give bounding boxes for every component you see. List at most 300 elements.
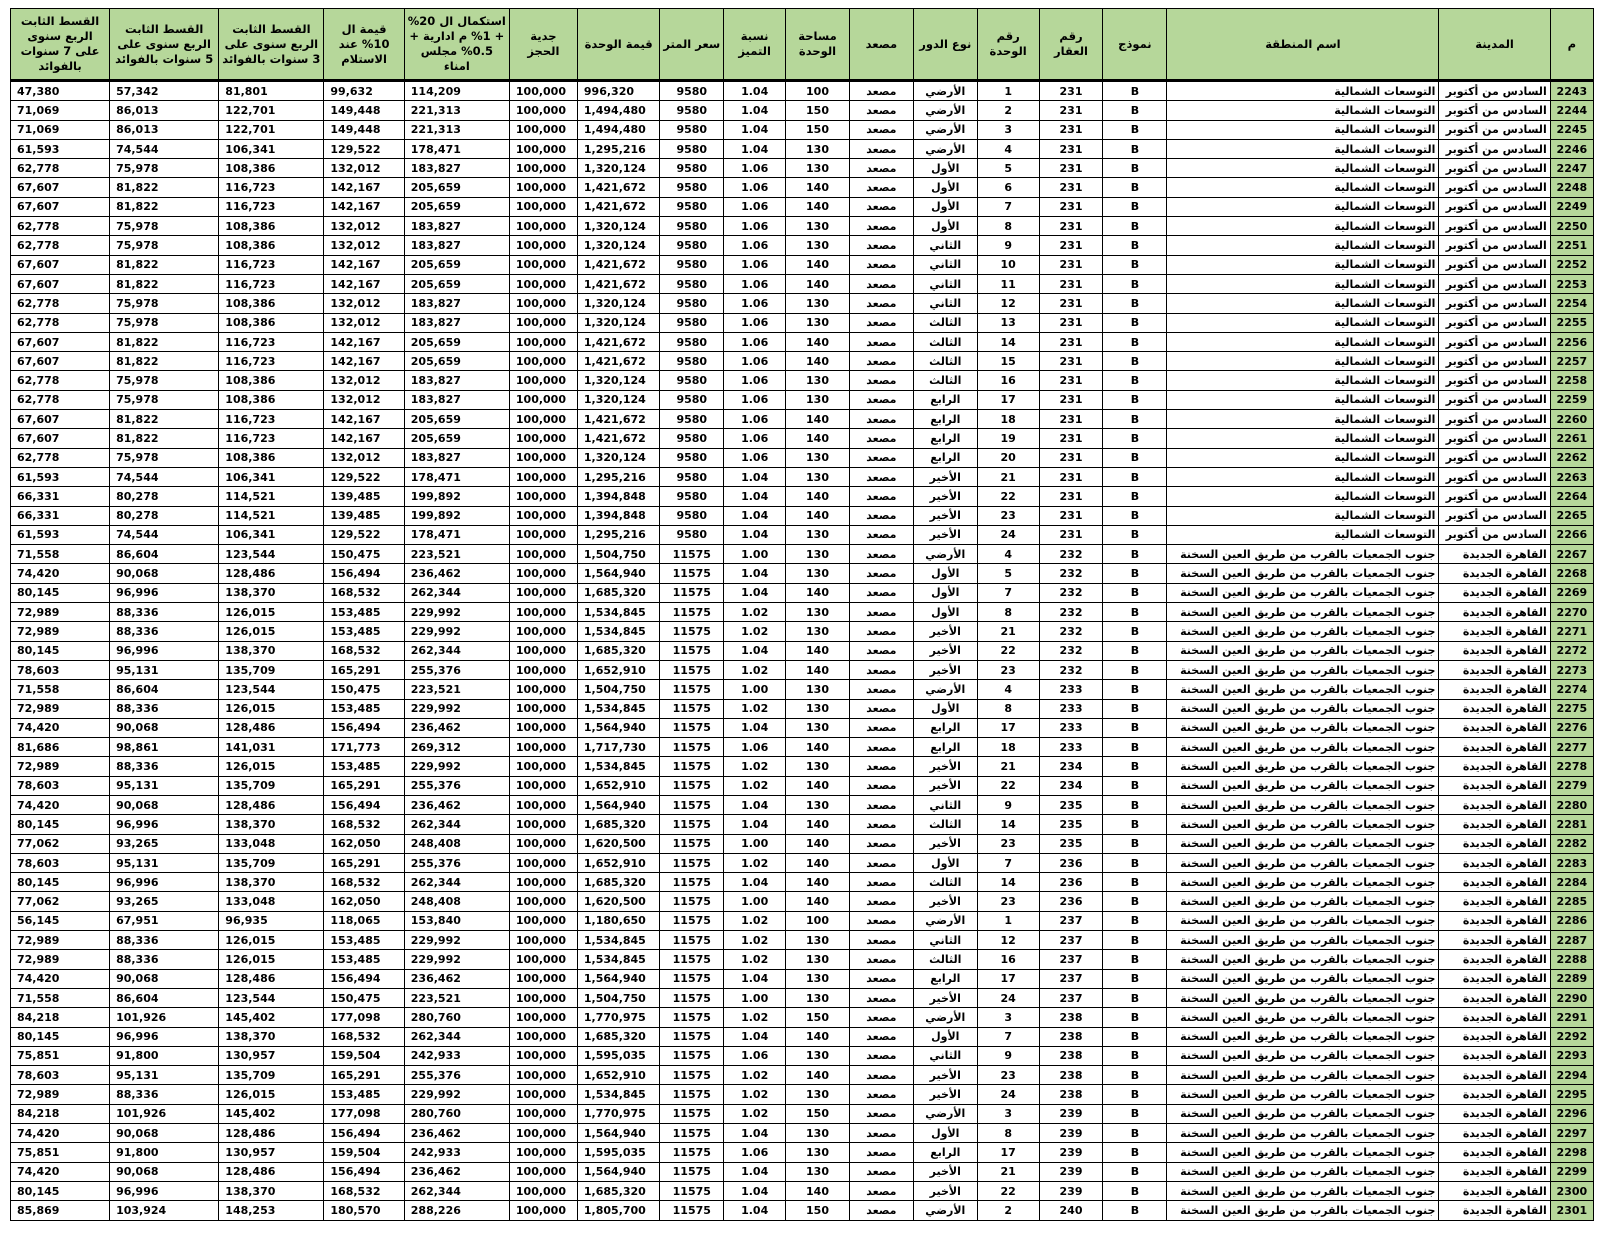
cell-handover: 177,098 (324, 1104, 404, 1123)
cell-floor: الثالث (913, 352, 977, 371)
cell-city: السادس من أكتوبر (1439, 525, 1550, 544)
cell-inst5: 86,604 (110, 680, 219, 699)
cell-model: B (1103, 718, 1167, 737)
cell-inst3: 116,723 (219, 197, 324, 216)
cell-elevator: مصعد (849, 159, 913, 178)
cell-zone: التوسعات الشمالية (1167, 178, 1439, 197)
cell-model: B (1103, 834, 1167, 853)
cell-meter-price: 9580 (660, 217, 724, 236)
cell-building: 235 (1039, 815, 1103, 834)
table-row (11, 738, 1594, 757)
cell-elevator: مصعد (849, 950, 913, 969)
cell-area: 140 (786, 1027, 850, 1046)
cell-inst3: 130,957 (219, 1046, 324, 1065)
cell-booking: 100,000 (509, 525, 577, 544)
cell-booking: 100,000 (509, 1104, 577, 1123)
cell-inst5: 96,996 (110, 1027, 219, 1046)
cell-area: 130 (786, 159, 850, 178)
cell-elevator: مصعد (849, 1124, 913, 1143)
table-row (11, 873, 1594, 892)
cell-completion: 205,659 (404, 255, 509, 274)
cell-inst7: 62,778 (11, 448, 110, 467)
cell-zone: جنوب الجمعيات بالقرب من طريق العين السخنة (1167, 776, 1439, 795)
cell-city: السادس من أكتوبر (1439, 101, 1550, 120)
cell-m: 2264 (1550, 487, 1593, 506)
cell-handover: 132,012 (324, 390, 404, 409)
cell-booking: 100,000 (509, 545, 577, 564)
cell-zone: جنوب الجمعيات بالقرب من طريق العين السخنة (1167, 1143, 1439, 1162)
cell-area: 130 (786, 931, 850, 950)
col-header-premium: نسبة التميز (724, 9, 786, 81)
table-row (11, 159, 1594, 178)
table-row (11, 448, 1594, 467)
cell-building: 237 (1039, 911, 1103, 930)
cell-completion: 269,312 (404, 738, 509, 757)
cell-premium: 1.04 (724, 525, 786, 544)
cell-building: 231 (1039, 352, 1103, 371)
cell-premium: 1.06 (724, 197, 786, 216)
cell-unit-no: 4 (977, 139, 1039, 158)
cell-inst5: 101,926 (110, 1008, 219, 1027)
cell-unit-value: 1,685,320 (577, 873, 659, 892)
table-row (11, 487, 1594, 506)
cell-unit-value: 1,770,975 (577, 1008, 659, 1027)
cell-inst7: 80,145 (11, 641, 110, 660)
cell-city: السادس من أكتوبر (1439, 159, 1550, 178)
cell-model: B (1103, 506, 1167, 525)
cell-meter-price: 9580 (660, 294, 724, 313)
cell-completion: 236,462 (404, 969, 509, 988)
cell-building: 232 (1039, 583, 1103, 602)
cell-zone: التوسعات الشمالية (1167, 255, 1439, 274)
cell-city: السادس من أكتوبر (1439, 294, 1550, 313)
col-header-inst5: القسط الثابت الربع سنوى على 5 سنوات بالفوائد (110, 9, 219, 81)
cell-inst3: 108,386 (219, 390, 324, 409)
cell-m: 2301 (1550, 1201, 1593, 1220)
cell-inst5: 80,278 (110, 487, 219, 506)
cell-city: القاهرة الجديدة (1439, 1181, 1550, 1200)
cell-unit-no: 5 (977, 564, 1039, 583)
cell-booking: 100,000 (509, 1085, 577, 1104)
cell-booking: 100,000 (509, 738, 577, 757)
cell-area: 130 (786, 467, 850, 486)
cell-booking: 100,000 (509, 892, 577, 911)
cell-unit-no: 22 (977, 1181, 1039, 1200)
cell-premium: 1.04 (724, 81, 786, 101)
cell-elevator: مصعد (849, 969, 913, 988)
cell-zone: جنوب الجمعيات بالقرب من طريق العين السخنة (1167, 969, 1439, 988)
cell-handover: 118,065 (324, 911, 404, 930)
cell-area: 140 (786, 641, 850, 660)
table-row (11, 853, 1594, 872)
cell-m: 2258 (1550, 371, 1593, 390)
cell-model: B (1103, 313, 1167, 332)
cell-m: 2277 (1550, 738, 1593, 757)
cell-elevator: مصعد (849, 506, 913, 525)
cell-inst3: 126,015 (219, 931, 324, 950)
cell-floor: الرابع (913, 738, 977, 757)
cell-completion: 183,827 (404, 390, 509, 409)
cell-inst5: 90,068 (110, 1162, 219, 1181)
cell-city: القاهرة الجديدة (1439, 1066, 1550, 1085)
cell-completion: 183,827 (404, 313, 509, 332)
cell-elevator: مصعد (849, 911, 913, 930)
cell-unit-no: 16 (977, 371, 1039, 390)
cell-zone: جنوب الجمعيات بالقرب من طريق العين السخنة (1167, 815, 1439, 834)
cell-model: B (1103, 776, 1167, 795)
cell-model: B (1103, 525, 1167, 544)
cell-m: 2289 (1550, 969, 1593, 988)
cell-unit-no: 21 (977, 622, 1039, 641)
cell-model: B (1103, 1027, 1167, 1046)
cell-building: 231 (1039, 101, 1103, 120)
cell-elevator: مصعد (849, 1066, 913, 1085)
cell-unit-value: 1,320,124 (577, 371, 659, 390)
cell-m: 2294 (1550, 1066, 1593, 1085)
cell-elevator: مصعد (849, 718, 913, 737)
cell-premium: 1.00 (724, 892, 786, 911)
cell-premium: 1.06 (724, 1143, 786, 1162)
cell-inst5: 93,265 (110, 892, 219, 911)
cell-inst3: 138,370 (219, 583, 324, 602)
cell-area: 130 (786, 294, 850, 313)
cell-unit-value: 1,685,320 (577, 1181, 659, 1200)
cell-premium: 1.04 (724, 139, 786, 158)
cell-inst5: 88,336 (110, 622, 219, 641)
cell-handover: 165,291 (324, 660, 404, 679)
cell-floor: الأول (913, 197, 977, 216)
cell-handover: 156,494 (324, 795, 404, 814)
cell-inst7: 84,218 (11, 1104, 110, 1123)
cell-inst5: 75,978 (110, 294, 219, 313)
cell-m: 2286 (1550, 911, 1593, 930)
cell-meter-price: 11575 (660, 1008, 724, 1027)
cell-meter-price: 9580 (660, 332, 724, 351)
cell-zone: جنوب الجمعيات بالقرب من طريق العين السخنة (1167, 564, 1439, 583)
cell-booking: 100,000 (509, 1124, 577, 1143)
cell-building: 233 (1039, 699, 1103, 718)
cell-model: B (1103, 1008, 1167, 1027)
cell-elevator: مصعد (849, 853, 913, 872)
table-row (11, 1201, 1594, 1220)
cell-inst5: 75,978 (110, 236, 219, 255)
cell-inst5: 86,013 (110, 101, 219, 120)
cell-meter-price: 9580 (660, 255, 724, 274)
cell-inst5: 96,996 (110, 641, 219, 660)
cell-floor: الأول (913, 178, 977, 197)
cell-inst5: 88,336 (110, 757, 219, 776)
cell-handover: 156,494 (324, 718, 404, 737)
cell-m: 2265 (1550, 506, 1593, 525)
cell-inst5: 75,978 (110, 390, 219, 409)
cell-inst7: 74,420 (11, 969, 110, 988)
col-header-inst3: القسط الثابت الربع سنوى على 3 سنوات بالفوائد (219, 9, 324, 81)
cell-premium: 1.02 (724, 603, 786, 622)
cell-inst5: 96,996 (110, 1181, 219, 1200)
cell-premium: 1.02 (724, 1066, 786, 1085)
cell-handover: 99,632 (324, 81, 404, 101)
cell-completion: 262,344 (404, 1027, 509, 1046)
cell-inst3: 116,723 (219, 410, 324, 429)
cell-inst5: 88,336 (110, 699, 219, 718)
cell-premium: 1.06 (724, 178, 786, 197)
cell-inst3: 108,386 (219, 313, 324, 332)
cell-inst5: 90,068 (110, 1124, 219, 1143)
cell-elevator: مصعد (849, 1008, 913, 1027)
col-header-unit-no: رقم الوحدة (977, 9, 1039, 81)
cell-inst7: 72,989 (11, 603, 110, 622)
cell-inst5: 96,996 (110, 873, 219, 892)
cell-zone: جنوب الجمعيات بالقرب من طريق العين السخنة (1167, 1046, 1439, 1065)
cell-booking: 100,000 (509, 120, 577, 139)
cell-completion: 288,226 (404, 1201, 509, 1220)
cell-zone: جنوب الجمعيات بالقرب من طريق العين السخنة (1167, 931, 1439, 950)
cell-premium: 1.02 (724, 776, 786, 795)
cell-handover: 150,475 (324, 545, 404, 564)
cell-elevator: مصعد (849, 776, 913, 795)
cell-inst3: 133,048 (219, 834, 324, 853)
cell-area: 140 (786, 197, 850, 216)
cell-city: القاهرة الجديدة (1439, 931, 1550, 950)
cell-inst5: 88,336 (110, 950, 219, 969)
cell-elevator: مصعد (849, 873, 913, 892)
cell-m: 2267 (1550, 545, 1593, 564)
cell-city: القاهرة الجديدة (1439, 834, 1550, 853)
cell-model: B (1103, 236, 1167, 255)
cell-inst3: 116,723 (219, 255, 324, 274)
cell-city: القاهرة الجديدة (1439, 1008, 1550, 1027)
table-row (11, 969, 1594, 988)
cell-handover: 153,485 (324, 603, 404, 622)
cell-meter-price: 9580 (660, 81, 724, 101)
cell-inst3: 106,341 (219, 525, 324, 544)
cell-inst3: 108,386 (219, 217, 324, 236)
cell-city: السادس من أكتوبر (1439, 352, 1550, 371)
cell-city: السادس من أكتوبر (1439, 371, 1550, 390)
cell-handover: 150,475 (324, 680, 404, 699)
cell-city: السادس من أكتوبر (1439, 313, 1550, 332)
cell-booking: 100,000 (509, 873, 577, 892)
cell-zone: التوسعات الشمالية (1167, 429, 1439, 448)
cell-inst3: 138,370 (219, 641, 324, 660)
col-header-completion: استكمال ال 20% + 1% م ادارية + 0.5% مجلس امناء (404, 9, 509, 81)
cell-building: 239 (1039, 1143, 1103, 1162)
cell-area: 130 (786, 795, 850, 814)
cell-inst7: 74,420 (11, 718, 110, 737)
cell-building: 231 (1039, 81, 1103, 101)
cell-elevator: مصعد (849, 313, 913, 332)
cell-city: السادس من أكتوبر (1439, 410, 1550, 429)
cell-unit-no: 2 (977, 101, 1039, 120)
cell-inst7: 61,593 (11, 525, 110, 544)
cell-model: B (1103, 660, 1167, 679)
table-row (11, 718, 1594, 737)
cell-inst3: 126,015 (219, 757, 324, 776)
cell-zone: التوسعات الشمالية (1167, 506, 1439, 525)
table-row (11, 101, 1594, 120)
cell-area: 140 (786, 1181, 850, 1200)
cell-inst5: 88,336 (110, 931, 219, 950)
cell-unit-value: 1,295,216 (577, 467, 659, 486)
cell-building: 232 (1039, 660, 1103, 679)
cell-zone: جنوب الجمعيات بالقرب من طريق العين السخنة (1167, 680, 1439, 699)
cell-inst5: 75,978 (110, 371, 219, 390)
cell-elevator: مصعد (849, 931, 913, 950)
table-row (11, 931, 1594, 950)
cell-meter-price: 9580 (660, 139, 724, 158)
cell-completion: 229,992 (404, 622, 509, 641)
cell-completion: 183,827 (404, 236, 509, 255)
cell-premium: 1.04 (724, 873, 786, 892)
table-row (11, 603, 1594, 622)
cell-inst7: 75,851 (11, 1143, 110, 1162)
cell-meter-price: 11575 (660, 795, 724, 814)
cell-inst7: 78,603 (11, 776, 110, 795)
cell-booking: 100,000 (509, 699, 577, 718)
cell-zone: جنوب الجمعيات بالقرب من طريق العين السخنة (1167, 1104, 1439, 1123)
cell-floor: الأرضي (913, 101, 977, 120)
cell-completion: 236,462 (404, 1124, 509, 1143)
cell-inst7: 72,989 (11, 950, 110, 969)
cell-premium: 1.04 (724, 1201, 786, 1220)
cell-elevator: مصعد (849, 390, 913, 409)
cell-booking: 100,000 (509, 1201, 577, 1220)
col-header-meter-price: سعر المتر (660, 9, 724, 81)
cell-meter-price: 11575 (660, 699, 724, 718)
cell-completion: 178,471 (404, 467, 509, 486)
cell-zone: جنوب الجمعيات بالقرب من طريق العين السخنة (1167, 911, 1439, 930)
cell-inst5: 75,978 (110, 448, 219, 467)
cell-unit-value: 1,320,124 (577, 294, 659, 313)
cell-zone: التوسعات الشمالية (1167, 159, 1439, 178)
cell-elevator: مصعد (849, 641, 913, 660)
cell-building: 238 (1039, 1066, 1103, 1085)
cell-building: 239 (1039, 1124, 1103, 1143)
cell-city: القاهرة الجديدة (1439, 892, 1550, 911)
cell-floor: الأول (913, 217, 977, 236)
cell-m: 2293 (1550, 1046, 1593, 1065)
cell-city: القاهرة الجديدة (1439, 1046, 1550, 1065)
cell-premium: 1.00 (724, 680, 786, 699)
cell-booking: 100,000 (509, 988, 577, 1007)
cell-building: 233 (1039, 680, 1103, 699)
cell-meter-price: 9580 (660, 120, 724, 139)
cell-booking: 100,000 (509, 622, 577, 641)
cell-building: 237 (1039, 969, 1103, 988)
cell-m: 2249 (1550, 197, 1593, 216)
cell-area: 130 (786, 371, 850, 390)
cell-premium: 1.02 (724, 931, 786, 950)
cell-meter-price: 11575 (660, 564, 724, 583)
cell-handover: 159,504 (324, 1046, 404, 1065)
table-row (11, 1104, 1594, 1123)
cell-booking: 100,000 (509, 197, 577, 216)
cell-city: القاهرة الجديدة (1439, 988, 1550, 1007)
cell-elevator: مصعد (849, 564, 913, 583)
cell-city: القاهرة الجديدة (1439, 660, 1550, 679)
cell-elevator: مصعد (849, 603, 913, 622)
cell-floor: الأخير (913, 467, 977, 486)
cell-premium: 1.04 (724, 467, 786, 486)
cell-area: 140 (786, 429, 850, 448)
cell-elevator: مصعد (849, 197, 913, 216)
cell-inst7: 66,331 (11, 506, 110, 525)
cell-meter-price: 11575 (660, 1085, 724, 1104)
cell-meter-price: 9580 (660, 487, 724, 506)
cell-premium: 1.06 (724, 448, 786, 467)
cell-unit-value: 1,421,672 (577, 429, 659, 448)
cell-inst3: 133,048 (219, 892, 324, 911)
cell-model: B (1103, 931, 1167, 950)
cell-booking: 100,000 (509, 853, 577, 872)
cell-completion: 178,471 (404, 525, 509, 544)
cell-model: B (1103, 853, 1167, 872)
col-header-floor: نوع الدور (913, 9, 977, 81)
cell-area: 130 (786, 525, 850, 544)
cell-building: 231 (1039, 197, 1103, 216)
cell-handover: 129,522 (324, 525, 404, 544)
cell-area: 100 (786, 911, 850, 930)
cell-city: القاهرة الجديدة (1439, 583, 1550, 602)
cell-meter-price: 9580 (660, 159, 724, 178)
cell-unit-no: 8 (977, 1124, 1039, 1143)
cell-unit-no: 17 (977, 390, 1039, 409)
cell-inst7: 74,420 (11, 1162, 110, 1181)
cell-completion: 262,344 (404, 583, 509, 602)
col-header-zone: اسم المنطقة (1167, 9, 1439, 81)
cell-meter-price: 11575 (660, 892, 724, 911)
cell-unit-value: 1,805,700 (577, 1201, 659, 1220)
cell-zone: التوسعات الشمالية (1167, 139, 1439, 158)
cell-zone: التوسعات الشمالية (1167, 332, 1439, 351)
cell-area: 130 (786, 390, 850, 409)
cell-floor: الرابع (913, 1143, 977, 1162)
cell-inst3: 128,486 (219, 795, 324, 814)
cell-inst3: 123,544 (219, 680, 324, 699)
table-row (11, 583, 1594, 602)
cell-unit-no: 9 (977, 795, 1039, 814)
cell-completion: 236,462 (404, 795, 509, 814)
cell-floor: الأول (913, 583, 977, 602)
cell-inst3: 138,370 (219, 1181, 324, 1200)
cell-floor: الثاني (913, 294, 977, 313)
cell-area: 130 (786, 680, 850, 699)
cell-elevator: مصعد (849, 81, 913, 101)
cell-elevator: مصعد (849, 467, 913, 486)
cell-building: 235 (1039, 834, 1103, 853)
cell-inst7: 74,420 (11, 1124, 110, 1143)
col-header-city: المدينة (1439, 9, 1550, 81)
cell-floor: الأرضي (913, 680, 977, 699)
cell-inst3: 135,709 (219, 776, 324, 795)
table-row (11, 1008, 1594, 1027)
cell-unit-no: 16 (977, 950, 1039, 969)
table-row (11, 1027, 1594, 1046)
cell-completion: 221,313 (404, 120, 509, 139)
cell-city: القاهرة الجديدة (1439, 1104, 1550, 1123)
cell-floor: الثالث (913, 873, 977, 892)
cell-meter-price: 11575 (660, 680, 724, 699)
cell-inst5: 67,951 (110, 911, 219, 930)
cell-m: 2297 (1550, 1124, 1593, 1143)
cell-inst3: 135,709 (219, 1066, 324, 1085)
cell-inst5: 91,800 (110, 1046, 219, 1065)
cell-zone: جنوب الجمعيات بالقرب من طريق العين السخنة (1167, 873, 1439, 892)
cell-completion: 205,659 (404, 410, 509, 429)
cell-inst7: 71,069 (11, 120, 110, 139)
cell-m: 2259 (1550, 390, 1593, 409)
cell-booking: 100,000 (509, 911, 577, 930)
